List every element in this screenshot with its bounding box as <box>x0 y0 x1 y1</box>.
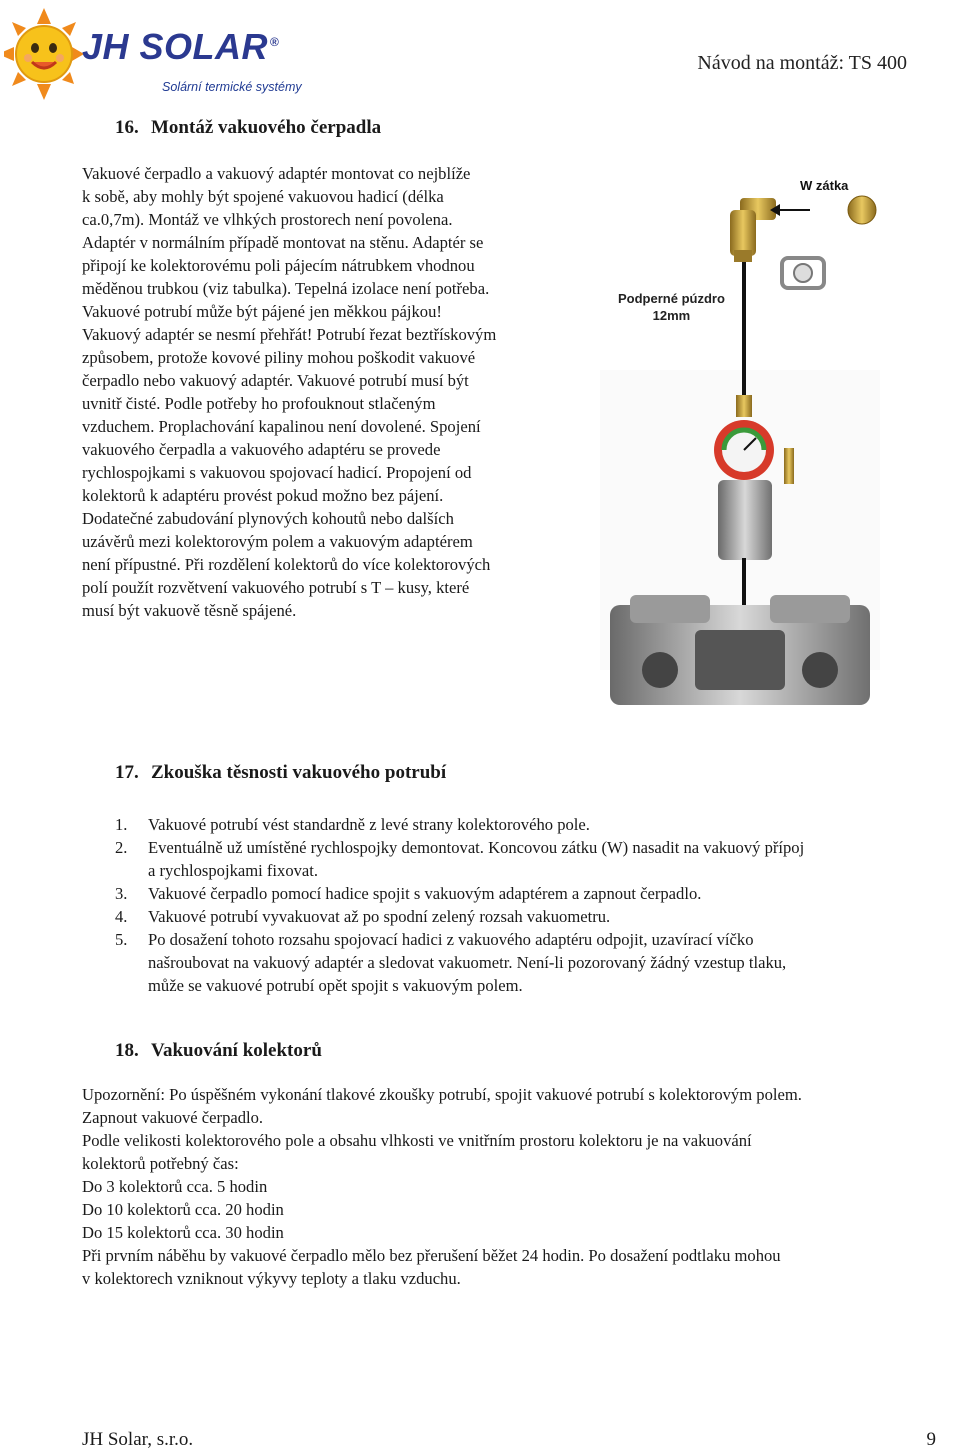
section-16-heading <box>115 117 381 139</box>
section-18-body <box>82 1083 952 1290</box>
filter-canister <box>718 480 772 560</box>
list-number: 3. <box>115 884 128 903</box>
list-number: 4. <box>115 907 128 926</box>
text-line: Po dosažení tohoto rozsahu spojovací hadici z vakuového adaptéru odpojit, uzavírací víčko <box>148 930 754 949</box>
text-line: rychlospojkami s vakuovou spojovací hadicí. Propojení od <box>82 463 472 482</box>
leak-test-steps <box>115 813 945 997</box>
text-line: Vakuové potrubí vést standardně z levé strany kolektorového pole. <box>148 815 590 834</box>
text-line: může se vakuové potrubí opět spojit s vakuovým polem. <box>148 976 523 995</box>
page-number: 9 <box>926 1429 936 1450</box>
text-line: Vakuový adaptér se nesmí přehřát! Potrubí řezat beztřískovým <box>82 325 497 344</box>
text-line: uzávěrů mezi kolektorovým polem a vakuovým adaptérem <box>82 532 473 551</box>
text-line: Eventuálně už umístěné rychlospojky demontovat. Koncovou zátku (W) nasadit na vakuový přípoj <box>148 838 805 857</box>
label-line: Podperné púzdro <box>618 291 725 306</box>
text-line: čerpadlo nebo vakuový adaptér. Vakuové potrubí musí být <box>82 371 469 390</box>
text-line: Vakuové potrubí vyvakuovat až po spodní zelený rozsah vakuometru. <box>148 907 611 926</box>
text-line: vzduchem. Proplachování kapalinou není dovolené. Spojení <box>82 417 481 436</box>
text-line: měděnou trubkou (viz tabulka). Tepelná izolace není potřeba. <box>82 279 490 298</box>
section-number: 16. <box>115 117 139 138</box>
text-line: Vakuové potrubí může být pájené jen měkkou pájkou! <box>82 302 442 321</box>
text-line: připojí ke kolektorovému poli pájecím nátrubkem vhodnou <box>82 256 475 275</box>
text-line: Vakuové čerpadlo a vakuový adaptér montovat co nejblíže <box>82 164 471 183</box>
vacuum-hose <box>742 262 746 397</box>
list-number: 5. <box>115 930 128 949</box>
section-title: Zkouška těsnosti vakuového potrubí <box>151 762 447 783</box>
section-number: 17. <box>115 762 139 783</box>
text-line: Adaptér v normálním případě montovat na stěnu. Adaptér se <box>82 233 484 252</box>
brass-elbow-fitting <box>730 198 776 262</box>
text-line: k sobě, aby mohly být spojené vakuovou hadicí (délka <box>82 187 444 206</box>
text-line: Dodatečné zabudování plynových kohoutů nebo dalších <box>82 509 454 528</box>
list-item <box>115 905 945 928</box>
list-item <box>115 836 945 882</box>
w-plug-icon <box>848 196 876 224</box>
text-line: Upozornění: Po úspěšném vykonání tlakové zkoušky potrubí, spojit vakuové potrubí s kolektorovým polem. <box>82 1085 802 1104</box>
list-item <box>115 882 945 905</box>
label-line: 12mm <box>652 308 691 323</box>
side-connector <box>784 448 794 484</box>
text-line: kolektorů k adaptéru provést pokud možno bez pájení. <box>82 486 444 505</box>
section-16-body <box>82 162 602 622</box>
text-line: polí použít rozvětvení vakuového potrubí s T – kusy, které <box>82 578 470 597</box>
text-line: musí být vakuově těsně spájené. <box>82 601 297 620</box>
section-title: Montáž vakuového čerpadla <box>151 117 382 138</box>
text-line: Do 15 kolektorů cca. 30 hodin <box>82 1223 284 1242</box>
vacuum-pump-body <box>610 595 870 705</box>
text-line: Zapnout vakuové čerpadlo. <box>82 1108 264 1127</box>
text-line: Při prvním náběhu by vakuové čerpadlo mělo bez přerušení běžet 24 hodin. Po dosažení podtlaku mohou <box>82 1246 781 1265</box>
list-item <box>115 813 945 836</box>
text-line: našroubovat na vakuový adaptér a sledovat vakuometr. Není-li pozorovaný žádný vzestup tlaku, <box>148 953 787 972</box>
section-title: Vakuování kolektorů <box>151 1040 322 1061</box>
document-title: Návod na montáž: TS 400 <box>697 52 907 74</box>
vacuum-gauge-icon <box>714 420 774 480</box>
sun-mascot-icon <box>4 4 88 104</box>
text-line: není přípustné. Při rozdělení kolektorů do více kolektorových <box>82 555 491 574</box>
text-line: vakuového čerpadla a vakuového adaptéru se provede <box>82 440 441 459</box>
text-line: uvnitř čisté. Podle potřeby ho profouknout stlačeným <box>82 394 436 413</box>
text-line: Podle velikosti kolektorového pole a obsahu vlhkosti ve vnitřním prostoru kolektoru je na vakuování <box>82 1131 752 1150</box>
brand-name: JH SOLAR ® <box>82 26 280 67</box>
text-line: Do 3 kolektorů cca. 5 hodin <box>82 1177 268 1196</box>
text-line: a rychlospojkami fixovat. <box>148 861 319 880</box>
section-number: 18. <box>115 1040 139 1061</box>
text-line: Do 10 kolektorů cca. 20 hodin <box>82 1200 284 1219</box>
vacuum-hose-lower <box>742 558 746 608</box>
footer-company: JH Solar, s.r.o. <box>82 1429 194 1450</box>
text-line: v kolektorech vzniknout výkyvy teploty a tlaku vzduchu. <box>82 1269 461 1288</box>
section-18-heading <box>115 1040 322 1062</box>
text-line: kolektorů potřebný čas: <box>82 1154 239 1173</box>
valve-fitting <box>736 395 752 417</box>
brand-subtitle: Solární termické systémy <box>162 80 302 94</box>
text-line: způsobem, protože kovové piliny mohou poškodit vakuové <box>82 348 476 367</box>
figure-label-support-sleeve <box>618 290 725 324</box>
text-line: Vakuové čerpadlo pomocí hadice spojit s vakuovým adaptérem a zapnout čerpadlo. <box>148 884 702 903</box>
figure-label-w-plug: W zátka <box>800 178 849 193</box>
vacuum-assembly-drawing <box>600 150 880 720</box>
text-line: ca.0,7m). Montáž ve vlhkých prostorech není povolena. <box>82 210 453 229</box>
list-number: 1. <box>115 815 128 834</box>
vacuum-pump-illustration <box>600 150 880 720</box>
section-17-heading <box>115 762 446 784</box>
support-sleeve-icon <box>782 258 824 288</box>
list-item <box>115 928 945 997</box>
list-number: 2. <box>115 838 128 857</box>
